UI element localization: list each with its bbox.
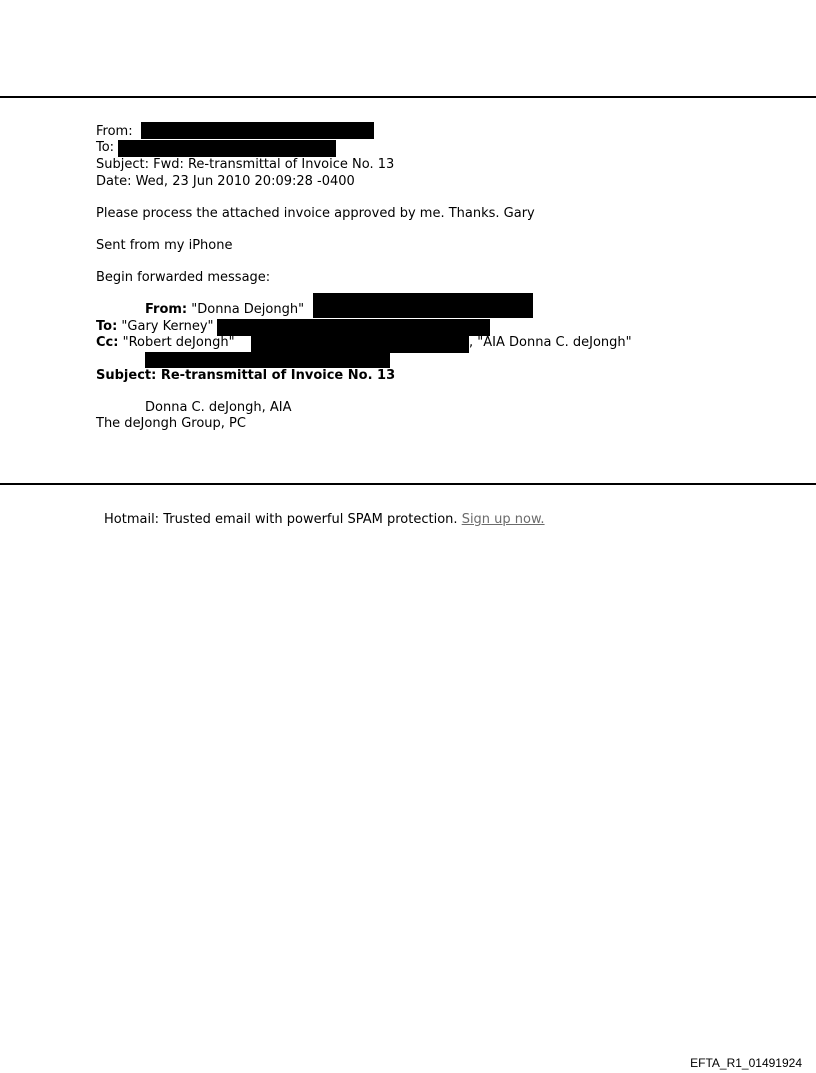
redaction-fwd-cc-2 <box>145 352 390 368</box>
signup-link[interactable]: Sign up now. <box>461 512 545 527</box>
from-label: From: <box>96 124 133 139</box>
redaction-fwd-to <box>217 319 490 336</box>
to-label: To: <box>96 140 115 155</box>
forward-intro: Begin forwarded message: <box>96 270 271 285</box>
fwd-from-name: "Donna Dejongh" <box>191 302 305 317</box>
fwd-from-line <box>145 302 304 318</box>
fwd-to-label: To: <box>96 319 118 334</box>
fwd-cc-label: Cc: <box>96 335 119 350</box>
redaction-fwd-from <box>313 293 533 318</box>
fwd-cc-line <box>96 335 235 351</box>
redaction-fwd-cc <box>251 336 469 353</box>
subject-line: Subject: Fwd: Re-transmittal of Invoice No. 13 <box>96 157 395 172</box>
sent-from-text: Sent from my iPhone <box>96 238 233 253</box>
fwd-to-name: "Gary Kerney" <box>121 319 214 334</box>
fwd-cc-name: "Robert deJongh" <box>122 335 235 350</box>
fwd-subject: Subject: Re-transmittal of Invoice No. 13 <box>96 368 396 383</box>
bottom-divider <box>0 483 816 485</box>
hotmail-footer <box>104 512 545 528</box>
fwd-from-label: From: <box>145 302 188 317</box>
fwd-signature-name: Donna C. deJongh, AIA <box>145 400 292 415</box>
fwd-to-line <box>96 319 214 335</box>
top-divider <box>0 96 816 98</box>
date-line: Date: Wed, 23 Jun 2010 20:09:28 -0400 <box>96 174 355 189</box>
footer-text: Hotmail: Trusted email with powerful SPAM protection. <box>104 512 458 527</box>
document-id: EFTA_R1_01491924 <box>690 1056 802 1070</box>
fwd-cc-name-2: , "AIA Donna C. deJongh" <box>469 335 632 350</box>
fwd-signature-company: The deJongh Group, PC <box>96 416 246 431</box>
message-text: Please process the attached invoice approved by me. Thanks. Gary <box>96 206 535 221</box>
redaction-from <box>141 122 374 139</box>
redaction-to <box>118 140 336 157</box>
